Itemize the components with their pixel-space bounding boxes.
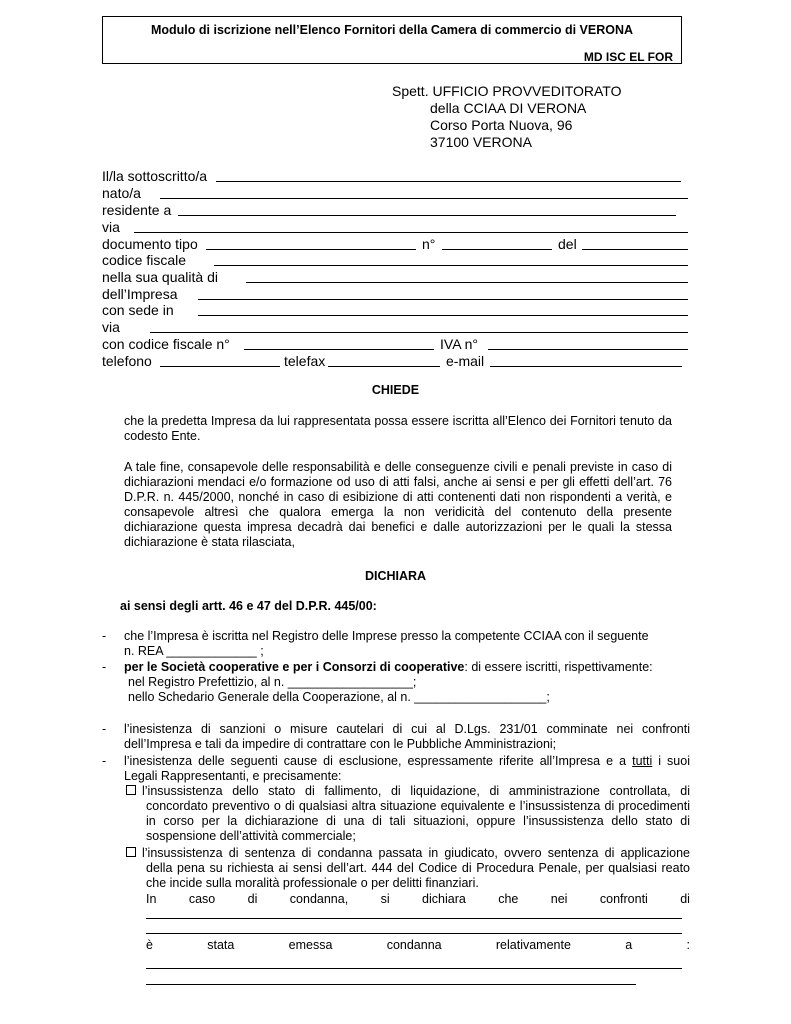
bullet-dash: - [102,722,107,736]
checkbox-item-fallimento [142,784,690,844]
field-email[interactable] [490,366,682,367]
label-residente: residente a [102,202,172,218]
address-line-4: 37100 VERONA [430,134,532,150]
checkbox-fallimento-text: l’insussistenza dello stato di fallimento, di liquidazione, di amministrazione controllata, di concordato preventivo o di qualsiasi altra situazione equivalente e l’insussistenza di procedimenti in corso per la dichiarazione di una di tali situazioni, oppure l’insussistenza dello stato di sospensione dell’attività commerciale; [142,784,690,843]
header-box [102,16,682,64]
justified-word: si [380,892,390,906]
field-condanna-reato-1[interactable] [146,968,682,969]
label-numero: n° [422,236,436,252]
condanna-line-2 [146,938,690,953]
justified-word: caso [188,892,216,906]
item-rea [124,629,690,659]
heading-dichiara: DICHIARA [364,569,427,583]
item-esclusione-text-b: i suoi Legali Rappresentanti, e precisamente: [124,754,690,783]
field-condanna-persona-1[interactable] [146,918,682,919]
form-title: Modulo di iscrizione nell’Elenco Fornitori della Camera di commercio di VERONA [150,23,634,37]
label-via-sede: via [102,319,120,335]
field-numero[interactable] [442,249,552,250]
field-nato[interactable] [160,198,688,199]
item-cooperative-bold: per le Società cooperative e per i Consorzi di cooperative [124,660,465,674]
address-line-1: Spett. UFFICIO PROVVEDITORATO [392,83,622,99]
label-nato: nato/a [102,185,141,201]
justified-word: nei [550,892,568,906]
field-documento[interactable] [206,249,416,250]
checkbox-condanna-text: l’insussistenza di sentenza di condanna passata in giudicato, ovvero sentenza di applicazione della pena su richiesta ai sensi dell’art. 444 del Codice di Procedura Penale, per qualsiasi reato che incide sulla moralità professionale o per delitti finanziari. [142,846,690,890]
address-line-3: Corso Porta Nuova, 96 [430,117,573,133]
condanna-line-1 [146,892,690,907]
checkbox-condanna[interactable] [126,847,136,857]
paragraph-request: che la predetta Impresa da lui rappresentata possa essere iscritta all’Elenco dei Fornitori tenuto da codesto Ente. [124,414,672,443]
item-cooperative-rest: : di essere iscritti, rispettivamente: [464,660,653,674]
item-rea-text: che l’Impresa è iscritta nel Registro delle Imprese presso la competente CCIAA con il seguente [124,629,649,643]
field-via[interactable] [134,232,688,233]
justified-word: a [625,938,633,952]
label-telefax: telefax [284,353,326,369]
justified-word: che [498,892,519,906]
address-line-2: della CCIAA DI VERONA [430,100,587,116]
item-cooperative [124,660,690,705]
label-via: via [102,219,120,235]
label-telefono: telefono [102,353,152,369]
field-del[interactable] [582,249,688,250]
field-condanna-persona-2[interactable] [146,933,682,934]
label-iva: IVA n° [440,336,479,352]
justified-word: condanna [386,938,442,952]
label-impresa: dell’Impresa [102,286,178,302]
form-code: MD ISC EL FOR [583,50,673,64]
bullet-dash: - [102,629,107,643]
item-cooperative-schedario: nello Schedario Generale della Cooperazione, al n. ___________________; [128,690,550,704]
paragraph-declaration: A tale fine, consapevole delle responsabilità e delle conseguenze civili e penali previste in caso di dichiarazioni mendaci e/o formazione od uso di atti falsi, anche ai sensi e per gli effetti dell’art. 76 D.P.R. n. 445/2000, nonché in caso di esibizione di atti contenenti dati non rispondenti a verità, e consapevole altresì che qualora emerga la non veridicità del contenuto della presente dichiarazione questa impresa decadrà dai benefici e dalle autorizzazioni per le quali la stessa dichiarazione è stata rilasciata, [124,460,672,549]
label-cf-impresa: con codice fiscale n° [102,336,230,352]
field-sede[interactable] [198,315,688,316]
field-residente[interactable] [178,215,676,216]
item-rea-number: n. REA _____________ ; [124,644,264,658]
field-telefax[interactable] [328,366,440,367]
item-esclusione-text-a: l’inesistenza delle seguenti cause di esclusione, espressamente riferite all’Impresa e a [124,754,633,768]
label-codice-fiscale: codice fiscale [102,252,187,268]
justified-word: In [146,892,157,906]
justified-word: : [686,938,690,952]
justified-word: di [680,892,690,906]
field-telefono[interactable] [160,366,280,367]
label-del: del [558,236,577,252]
justified-word: confronti [599,892,648,906]
item-esclusione [124,754,690,784]
item-esclusione-underlined: tutti [632,754,653,768]
field-sottoscritto[interactable] [216,181,681,182]
justified-word: è [146,938,153,952]
field-via-sede[interactable] [150,332,688,333]
field-cf-impresa[interactable] [244,349,434,350]
checkbox-fallimento[interactable] [126,785,136,795]
item-sanzioni: l’inesistenza di sanzioni o misure cautelari di cui al D.Lgs. 231/01 comminate nei confronti dell’Impresa e tali da impedire di contrattare con le Pubbliche Amministrazioni; [124,722,690,751]
justified-word: dichiara [422,892,466,906]
field-qualita[interactable] [246,282,688,283]
item-cooperative-registro: nel Registro Prefettizio, al n. __________________; [128,675,417,689]
label-qualita: nella sua qualità di [102,269,218,285]
justified-word: emessa [288,938,333,952]
heading-chiede: CHIEDE [371,383,420,397]
justified-word: stata [207,938,235,952]
justified-word: condanna, [289,892,349,906]
label-sede: con sede in [102,302,174,318]
field-iva[interactable] [488,349,688,350]
justified-word: di [247,892,258,906]
bullet-dash: - [102,660,107,674]
subheading-legal-basis: ai sensi degli artt. 46 e 47 del D.P.R. 445/00: [120,599,377,613]
field-condanna-reato-2[interactable] [146,984,636,985]
field-impresa[interactable] [198,299,688,300]
field-codice-fiscale[interactable] [214,265,688,266]
justified-word: relativamente [495,938,571,952]
bullet-dash: - [102,754,107,768]
checkbox-item-condanna [142,846,690,891]
label-documento: documento tipo [102,236,198,252]
label-sottoscritto: Il/la sottoscritto/a [102,168,208,184]
label-email: e-mail [446,353,485,369]
